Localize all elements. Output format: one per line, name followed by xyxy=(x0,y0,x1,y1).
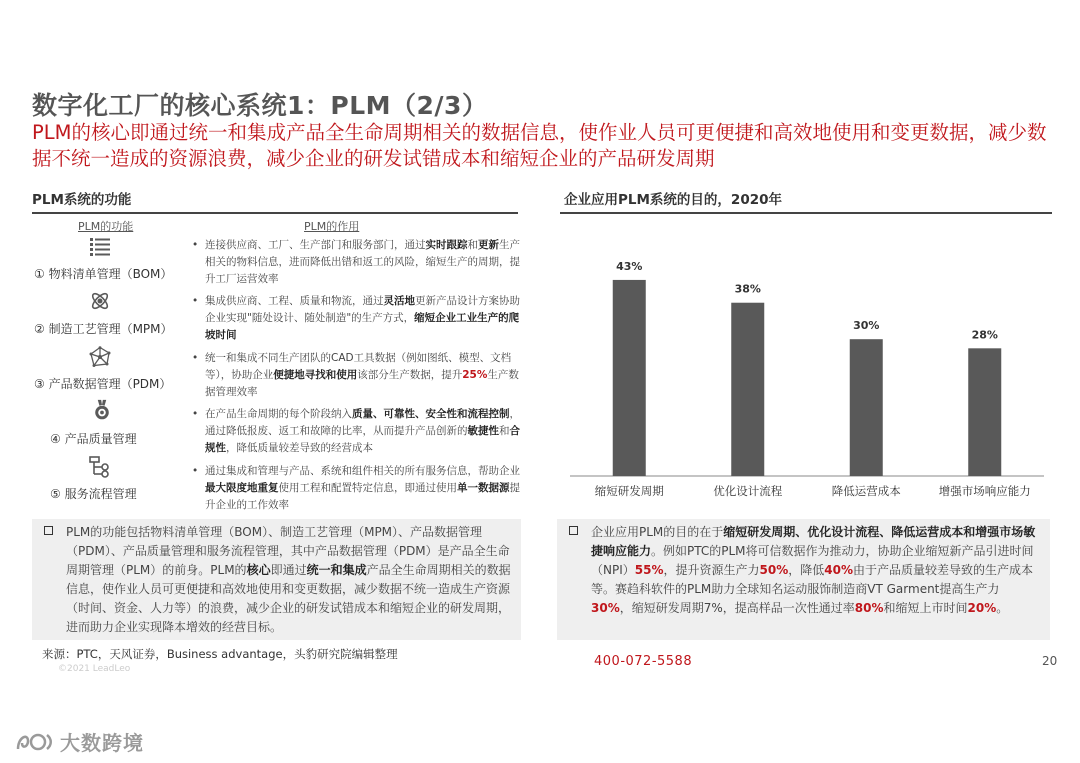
phone-number[interactable]: 400-072-5588 xyxy=(594,654,693,669)
right-summary-text: 企业应用PLM的目的在于缩短研发周期、优化设计流程、降低运营成本和增强市场敏捷响应能力。例如PTC的PLM将可信数据作为推动力，协助企业缩短新产品引进时间（NPI）55%，提升资源生产力50%，降低40%由于产品质量较差导致的生产成本等。赛趋科软件的PLM助力全球知名运动服饰制造商VT Garment提高生产力30%，缩短研发周期7%，提高样品一次性通过率80%和缩短上市时间20%。 xyxy=(591,525,1036,615)
function-label-bom: ① 物料清单管理（BOM） xyxy=(34,267,173,281)
role-bullet-quality: • 在产品生命周期的每个阶段纳入质量、可靠性、安全性和流程控制，通过降低报废、返工和故障的比率，从而提升产品创新的敏捷性和合规性，降低质量较差导致的经营成本 xyxy=(192,406,527,457)
category-label-0: 缩短研发周期 xyxy=(594,484,664,498)
bar-value-label-0: 43% xyxy=(616,259,643,273)
function-label-service: ⑤ 服务流程管理 xyxy=(50,487,137,501)
bar-2 xyxy=(850,339,883,476)
watermark xyxy=(14,727,144,756)
atom-icon xyxy=(89,290,111,312)
left-section-title: PLM系统的功能 xyxy=(32,192,132,208)
watermark-logo-icon xyxy=(14,729,54,755)
function-label-quality: ④ 产品质量管理 xyxy=(50,432,137,446)
right-section-divider xyxy=(560,212,1052,214)
bar-value-label-1: 38% xyxy=(734,282,761,296)
flow-icon xyxy=(89,456,111,478)
page-title: 数字化工厂的核心系统1：PLM（2/3） xyxy=(32,91,488,120)
right-summary-box xyxy=(557,519,1050,640)
bar-3 xyxy=(968,348,1001,476)
bar-value-label-2: 30% xyxy=(853,319,880,333)
plm-purpose-bar-chart xyxy=(562,218,1052,508)
source-note: 来源：PTC，天风证券，Business advantage，头豹研究院编辑整理 xyxy=(42,647,398,661)
function-label-mpm: ② 制造工艺管理（MPM） xyxy=(34,322,173,336)
role-bullet-service: • 通过集成和管理与产品、系统和组件相关的所有服务信息，帮助企业最大限度地重复使用工程和配置特定信息，即通过使用单一数据源提升企业的工作效率 xyxy=(192,463,527,514)
copyright: ©2021 LeadLeo xyxy=(58,664,131,674)
role-bullet-bom: • 连接供应商、工厂、生产部门和服务部门，通过实时跟踪和更新生产相关的物料信息，进而降低出错和返工的风险，缩短生产的周期，提升工厂运营效率 xyxy=(192,237,527,288)
right-section-title: 企业应用PLM系统的目的，2020年 xyxy=(564,192,783,208)
list-icon xyxy=(89,236,111,258)
function-label-pdm: ③ 产品数据管理（PDM） xyxy=(34,377,172,391)
left-summary-box xyxy=(32,519,521,640)
medal-icon xyxy=(91,399,113,421)
role-bullet-pdm: • 统一和集成不同生产团队的CAD工具数据（例如图纸、模型、文档等），协助企业便捷地寻找和使用该部分生产数据，提升25%生产数据管理效率 xyxy=(192,350,527,401)
col-head-function: PLM的功能 xyxy=(78,220,134,233)
category-label-1: 优化设计流程 xyxy=(713,484,783,498)
page-subtitle: PLM的核心即通过统一和集成产品全生命周期相关的数据信息，使作业人员可更便捷和高效地使用和变更数据，减少数据不统一造成的资源浪费，减少企业的研发试错成本和缩短企业的产品研发周期 xyxy=(32,121,1047,170)
role-bullet-mpm: • 集成供应商、工程、质量和物流，通过灵活地更新产品设计方案协助企业实现"随处设计、随处制造"的生产方式，缩短企业工业生产的爬坡时间 xyxy=(192,293,527,344)
col-head-role: PLM的作用 xyxy=(304,220,360,233)
network-icon xyxy=(89,346,111,368)
bar-value-label-3: 28% xyxy=(971,328,998,342)
summary-checkbox-icon xyxy=(44,526,53,535)
left-summary-text: PLM的功能包括物料清单管理（BOM）、制造工艺管理（MPM）、产品数据管理（PDM）、产品质量管理和服务流程管理，其中产品数据管理（PDM）是产品全生命周期管理（PLM）的前身。PLM的核心即通过统一和集成产品全生命周期相关的数据信息，使作业人员可更便捷和高效地使用和变更数据，减少数据不统一造成生产资源（时间、资金、人力等）的浪费，减少企业的研发试错成本和缩短企业的研发周期，进而助力企业实现降本增效的经营目标。 xyxy=(66,525,511,634)
bar-0 xyxy=(613,280,646,476)
left-section-divider xyxy=(32,212,518,214)
category-label-2: 降低运营成本 xyxy=(831,484,901,498)
bar-1 xyxy=(731,303,764,476)
page-number: 20 xyxy=(1042,654,1058,668)
category-label-3: 增强市场响应能力 xyxy=(938,484,1031,498)
watermark-text: 大数跨境 xyxy=(60,731,144,755)
summary-checkbox-icon xyxy=(569,526,578,535)
